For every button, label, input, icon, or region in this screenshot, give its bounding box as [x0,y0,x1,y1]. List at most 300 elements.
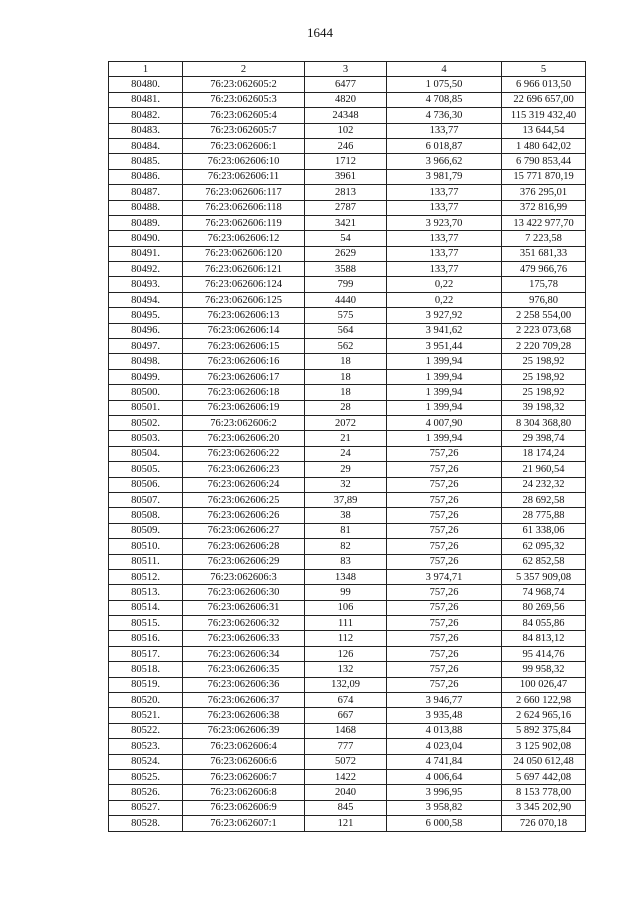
table-cell: 76:23:062606:33 [183,631,305,646]
table-row [109,677,586,692]
table-cell: 757,26 [387,523,502,538]
table-cell: 76:23:062606:31 [183,600,305,615]
table-cell: 76:23:062606:18 [183,385,305,400]
table-cell: 2 660 122,98 [502,693,586,708]
table-cell: 845 [305,800,387,815]
table-cell: 799 [305,277,387,292]
table-row [109,569,586,584]
table-cell: 15 771 870,19 [502,169,586,184]
table-cell: 757,26 [387,616,502,631]
table-cell: 100 026,47 [502,677,586,692]
table-cell: 3 958,82 [387,800,502,815]
table-cell: 76:23:062606:3 [183,569,305,584]
table-cell: 3 923,70 [387,215,502,230]
table-cell: 133,77 [387,185,502,200]
table-cell: 3 974,71 [387,569,502,584]
table-cell: 1 399,94 [387,431,502,446]
table-cell: 76:23:062606:125 [183,292,305,307]
table-cell: 80509. [109,523,183,538]
table-cell: 76:23:062606:29 [183,554,305,569]
table-cell: 61 338,06 [502,523,586,538]
table-row [109,816,586,831]
table-row [109,508,586,523]
table-cell: 133,77 [387,231,502,246]
table-cell: 2813 [305,185,387,200]
table-cell: 112 [305,631,387,646]
table-cell: 76:23:062607:1 [183,816,305,831]
table-cell: 4 006,64 [387,769,502,784]
table-cell: 1 399,94 [387,385,502,400]
table-cell: 667 [305,708,387,723]
table-cell: 76:23:062606:11 [183,169,305,184]
column-header: 4 [387,62,502,77]
table-cell: 80523. [109,739,183,754]
table-cell: 80503. [109,431,183,446]
table-row [109,308,586,323]
table-cell: 5 697 442,08 [502,769,586,784]
table-cell: 80522. [109,723,183,738]
table-row [109,231,586,246]
table-cell: 76:23:062606:19 [183,400,305,415]
table-cell: 76:23:062606:8 [183,785,305,800]
table-body [109,77,586,831]
table-row [109,739,586,754]
table-cell: 80502. [109,415,183,430]
table-cell: 3588 [305,262,387,277]
table-row [109,339,586,354]
table-cell: 133,77 [387,123,502,138]
table-cell: 76:23:062606:32 [183,616,305,631]
table-cell: 76:23:062606:119 [183,215,305,230]
table-cell: 82 [305,539,387,554]
table-cell: 80487. [109,185,183,200]
table-cell: 80520. [109,693,183,708]
table-cell: 4820 [305,92,387,107]
table-cell: 80528. [109,816,183,831]
table-cell: 76:23:062605:3 [183,92,305,107]
table-header-row [109,62,586,77]
table-row [109,723,586,738]
table-cell: 25 198,92 [502,354,586,369]
table-row [109,246,586,261]
table-cell: 80525. [109,769,183,784]
table-cell: 39 198,32 [502,400,586,415]
table-cell: 76:23:062606:17 [183,369,305,384]
table-cell: 76:23:062606:118 [183,200,305,215]
table-row [109,616,586,631]
table-cell: 106 [305,600,387,615]
table-cell: 757,26 [387,539,502,554]
table-cell: 479 966,76 [502,262,586,277]
table-cell: 76:23:062606:25 [183,492,305,507]
table-row [109,108,586,123]
table-cell: 674 [305,693,387,708]
table-cell: 80491. [109,246,183,261]
table-row [109,785,586,800]
table-row [109,539,586,554]
table-cell: 2040 [305,785,387,800]
table-cell: 80518. [109,662,183,677]
table-row [109,631,586,646]
table-cell: 76:23:062606:15 [183,339,305,354]
table-cell: 80508. [109,508,183,523]
table-cell: 2072 [305,415,387,430]
table-cell: 4 023,04 [387,739,502,754]
table-cell: 80484. [109,138,183,153]
table-cell: 3 941,62 [387,323,502,338]
table-cell: 80485. [109,154,183,169]
table-cell: 84 055,86 [502,616,586,631]
table-cell: 18 [305,369,387,384]
table-cell: 76:23:062606:26 [183,508,305,523]
table-row [109,769,586,784]
table-cell: 76:23:062606:124 [183,277,305,292]
table-cell: 29 398,74 [502,431,586,446]
table-cell: 83 [305,554,387,569]
table-cell: 24 [305,446,387,461]
table-cell: 757,26 [387,492,502,507]
table-cell: 18 [305,385,387,400]
table-cell: 4 708,85 [387,92,502,107]
table-cell: 76:23:062606:117 [183,185,305,200]
table-cell: 76:23:062606:23 [183,462,305,477]
table-cell: 76:23:062606:34 [183,646,305,661]
table-row [109,262,586,277]
table-cell: 5 892 375,84 [502,723,586,738]
table-cell: 175,78 [502,277,586,292]
table-cell: 80512. [109,569,183,584]
table-cell: 80499. [109,369,183,384]
table-row [109,662,586,677]
table-cell: 3 927,92 [387,308,502,323]
table-cell: 757,26 [387,585,502,600]
table-cell: 777 [305,739,387,754]
table-cell: 4 013,88 [387,723,502,738]
table-row [109,323,586,338]
table-cell: 80500. [109,385,183,400]
table-cell: 76:23:062606:22 [183,446,305,461]
table-row [109,800,586,815]
table-cell: 115 319 432,40 [502,108,586,123]
table-cell: 7 223,58 [502,231,586,246]
table-cell: 2629 [305,246,387,261]
table-cell: 76:23:062606:4 [183,739,305,754]
table-cell: 133,77 [387,246,502,261]
table-cell: 80480. [109,77,183,92]
table-cell: 5 357 909,08 [502,569,586,584]
column-header: 1 [109,62,183,77]
table-cell: 246 [305,138,387,153]
table-cell: 3 125 902,08 [502,739,586,754]
table-cell: 6477 [305,77,387,92]
table-cell: 80495. [109,308,183,323]
table-cell: 757,26 [387,554,502,569]
table-cell: 80494. [109,292,183,307]
table-cell: 564 [305,323,387,338]
table-cell: 132,09 [305,677,387,692]
table-cell: 132 [305,662,387,677]
table-cell: 76:23:062606:7 [183,769,305,784]
table-cell: 99 958,32 [502,662,586,677]
table-cell: 121 [305,816,387,831]
table-cell: 376 295,01 [502,185,586,200]
table-cell: 99 [305,585,387,600]
table-cell: 102 [305,123,387,138]
table-cell: 1 399,94 [387,369,502,384]
table-row [109,292,586,307]
table-cell: 80486. [109,169,183,184]
table-cell: 4 736,30 [387,108,502,123]
table-cell: 757,26 [387,631,502,646]
table-cell: 80496. [109,323,183,338]
table-row [109,554,586,569]
table-cell: 8 304 368,80 [502,415,586,430]
table-cell: 76:23:062606:6 [183,754,305,769]
table-cell: 80521. [109,708,183,723]
table-cell: 562 [305,339,387,354]
table-cell: 38 [305,508,387,523]
table-row [109,400,586,415]
table-cell: 2 220 709,28 [502,339,586,354]
table-cell: 80514. [109,600,183,615]
table-cell: 80507. [109,492,183,507]
table-cell: 76:23:062606:12 [183,231,305,246]
table-cell: 757,26 [387,508,502,523]
table-cell: 80510. [109,539,183,554]
table-cell: 76:23:062606:13 [183,308,305,323]
table-cell: 80489. [109,215,183,230]
table-cell: 3 951,44 [387,339,502,354]
table-cell: 80497. [109,339,183,354]
table-cell: 95 414,76 [502,646,586,661]
table-cell: 13 422 977,70 [502,215,586,230]
table-cell: 80511. [109,554,183,569]
table-cell: 757,26 [387,646,502,661]
table-row [109,154,586,169]
table-cell: 37,89 [305,492,387,507]
table-cell: 76:23:062605:7 [183,123,305,138]
table-cell: 80498. [109,354,183,369]
table-cell: 80 269,56 [502,600,586,615]
table-cell: 976,80 [502,292,586,307]
table-cell: 1468 [305,723,387,738]
table-cell: 1 075,50 [387,77,502,92]
table-cell: 24348 [305,108,387,123]
table-cell: 80524. [109,754,183,769]
table-cell: 80526. [109,785,183,800]
table-row [109,354,586,369]
table-cell: 126 [305,646,387,661]
table-cell: 575 [305,308,387,323]
table-cell: 372 816,99 [502,200,586,215]
table-cell: 76:23:062606:9 [183,800,305,815]
table-cell: 84 813,12 [502,631,586,646]
table-cell: 21 [305,431,387,446]
table-cell: 13 644,54 [502,123,586,138]
table-cell: 3 345 202,90 [502,800,586,815]
table-row [109,646,586,661]
table-row [109,415,586,430]
table-cell: 76:23:062606:28 [183,539,305,554]
table-row [109,431,586,446]
table-cell: 6 790 853,44 [502,154,586,169]
table-cell: 76:23:062606:39 [183,723,305,738]
table-cell: 757,26 [387,477,502,492]
table-cell: 111 [305,616,387,631]
table-cell: 76:23:062606:2 [183,415,305,430]
table-cell: 21 960,54 [502,462,586,477]
table-cell: 80483. [109,123,183,138]
table-cell: 76:23:062605:4 [183,108,305,123]
table-cell: 1712 [305,154,387,169]
table-cell: 22 696 657,00 [502,92,586,107]
table-row [109,754,586,769]
table-cell: 3 946,77 [387,693,502,708]
table-cell: 28 [305,400,387,415]
table-row [109,77,586,92]
table-cell: 76:23:062606:121 [183,262,305,277]
table-cell: 6 000,58 [387,816,502,831]
table-cell: 80516. [109,631,183,646]
table-cell: 76:23:062606:16 [183,354,305,369]
table-cell: 757,26 [387,446,502,461]
table-cell: 6 966 013,50 [502,77,586,92]
table-cell: 80515. [109,616,183,631]
table-cell: 76:23:062606:38 [183,708,305,723]
table-cell: 28 692,58 [502,492,586,507]
table-cell: 80517. [109,646,183,661]
table-cell: 5072 [305,754,387,769]
table-cell: 76:23:062605:2 [183,77,305,92]
table-cell: 24 050 612,48 [502,754,586,769]
table-cell: 4440 [305,292,387,307]
table-cell: 80501. [109,400,183,415]
table-row [109,492,586,507]
table-cell: 28 775,88 [502,508,586,523]
table-cell: 62 095,32 [502,539,586,554]
table-cell: 3961 [305,169,387,184]
table-cell: 1 480 642,02 [502,138,586,153]
table-cell: 757,26 [387,662,502,677]
table-cell: 54 [305,231,387,246]
table-cell: 80481. [109,92,183,107]
table-cell: 2787 [305,200,387,215]
table-cell: 76:23:062606:24 [183,477,305,492]
table-cell: 76:23:062606:10 [183,154,305,169]
table-cell: 726 070,18 [502,816,586,831]
table-cell: 133,77 [387,262,502,277]
table-cell: 80506. [109,477,183,492]
table-cell: 76:23:062606:20 [183,431,305,446]
table-cell: 76:23:062606:120 [183,246,305,261]
table-cell: 3 981,79 [387,169,502,184]
table-cell: 80493. [109,277,183,292]
table-cell: 1422 [305,769,387,784]
table-cell: 3421 [305,215,387,230]
table-row [109,385,586,400]
table-cell: 81 [305,523,387,538]
page-number: 1644 [307,25,333,40]
table-cell: 8 153 778,00 [502,785,586,800]
table-cell: 25 198,92 [502,369,586,384]
table-cell: 76:23:062606:14 [183,323,305,338]
table-cell: 1 399,94 [387,400,502,415]
table-cell: 25 198,92 [502,385,586,400]
table-cell: 76:23:062606:37 [183,693,305,708]
table-cell: 0,22 [387,277,502,292]
table-cell: 0,22 [387,292,502,307]
column-header: 3 [305,62,387,77]
table-cell: 351 681,33 [502,246,586,261]
table-row [109,200,586,215]
table-cell: 76:23:062606:35 [183,662,305,677]
table-row [109,185,586,200]
table-cell: 757,26 [387,462,502,477]
table-cell: 80513. [109,585,183,600]
table-row [109,462,586,477]
column-header: 2 [183,62,305,77]
table-cell: 62 852,58 [502,554,586,569]
table-row [109,585,586,600]
table-cell: 80482. [109,108,183,123]
table-cell: 1 399,94 [387,354,502,369]
table-cell: 74 968,74 [502,585,586,600]
table-cell: 2 624 965,16 [502,708,586,723]
table-cell: 18 174,24 [502,446,586,461]
table-cell: 3 996,95 [387,785,502,800]
table-row [109,215,586,230]
table-cell: 2 258 554,00 [502,308,586,323]
table-cell: 76:23:062606:30 [183,585,305,600]
table-cell: 80505. [109,462,183,477]
table-cell: 1348 [305,569,387,584]
table-row [109,138,586,153]
table-cell: 3 935,48 [387,708,502,723]
table-cell: 6 018,87 [387,138,502,153]
table-row [109,708,586,723]
table-cell: 80527. [109,800,183,815]
table-cell: 133,77 [387,200,502,215]
table-cell: 2 223 073,68 [502,323,586,338]
table-cell: 76:23:062606:36 [183,677,305,692]
table-row [109,123,586,138]
column-header: 5 [502,62,586,77]
table-cell: 4 007,90 [387,415,502,430]
table-row [109,446,586,461]
table-cell: 757,26 [387,677,502,692]
table-cell: 3 966,62 [387,154,502,169]
table-cell: 80492. [109,262,183,277]
table-cell: 80519. [109,677,183,692]
table-cell: 757,26 [387,600,502,615]
table-row [109,477,586,492]
data-table [108,61,586,832]
table-row [109,277,586,292]
table-row [109,369,586,384]
table-cell: 76:23:062606:1 [183,138,305,153]
table-row [109,92,586,107]
table-cell: 29 [305,462,387,477]
table-cell: 80490. [109,231,183,246]
table-row [109,693,586,708]
table-cell: 32 [305,477,387,492]
table-cell: 18 [305,354,387,369]
table-cell: 80504. [109,446,183,461]
table-row [109,523,586,538]
table-cell: 24 232,32 [502,477,586,492]
table-row [109,600,586,615]
table-cell: 76:23:062606:27 [183,523,305,538]
